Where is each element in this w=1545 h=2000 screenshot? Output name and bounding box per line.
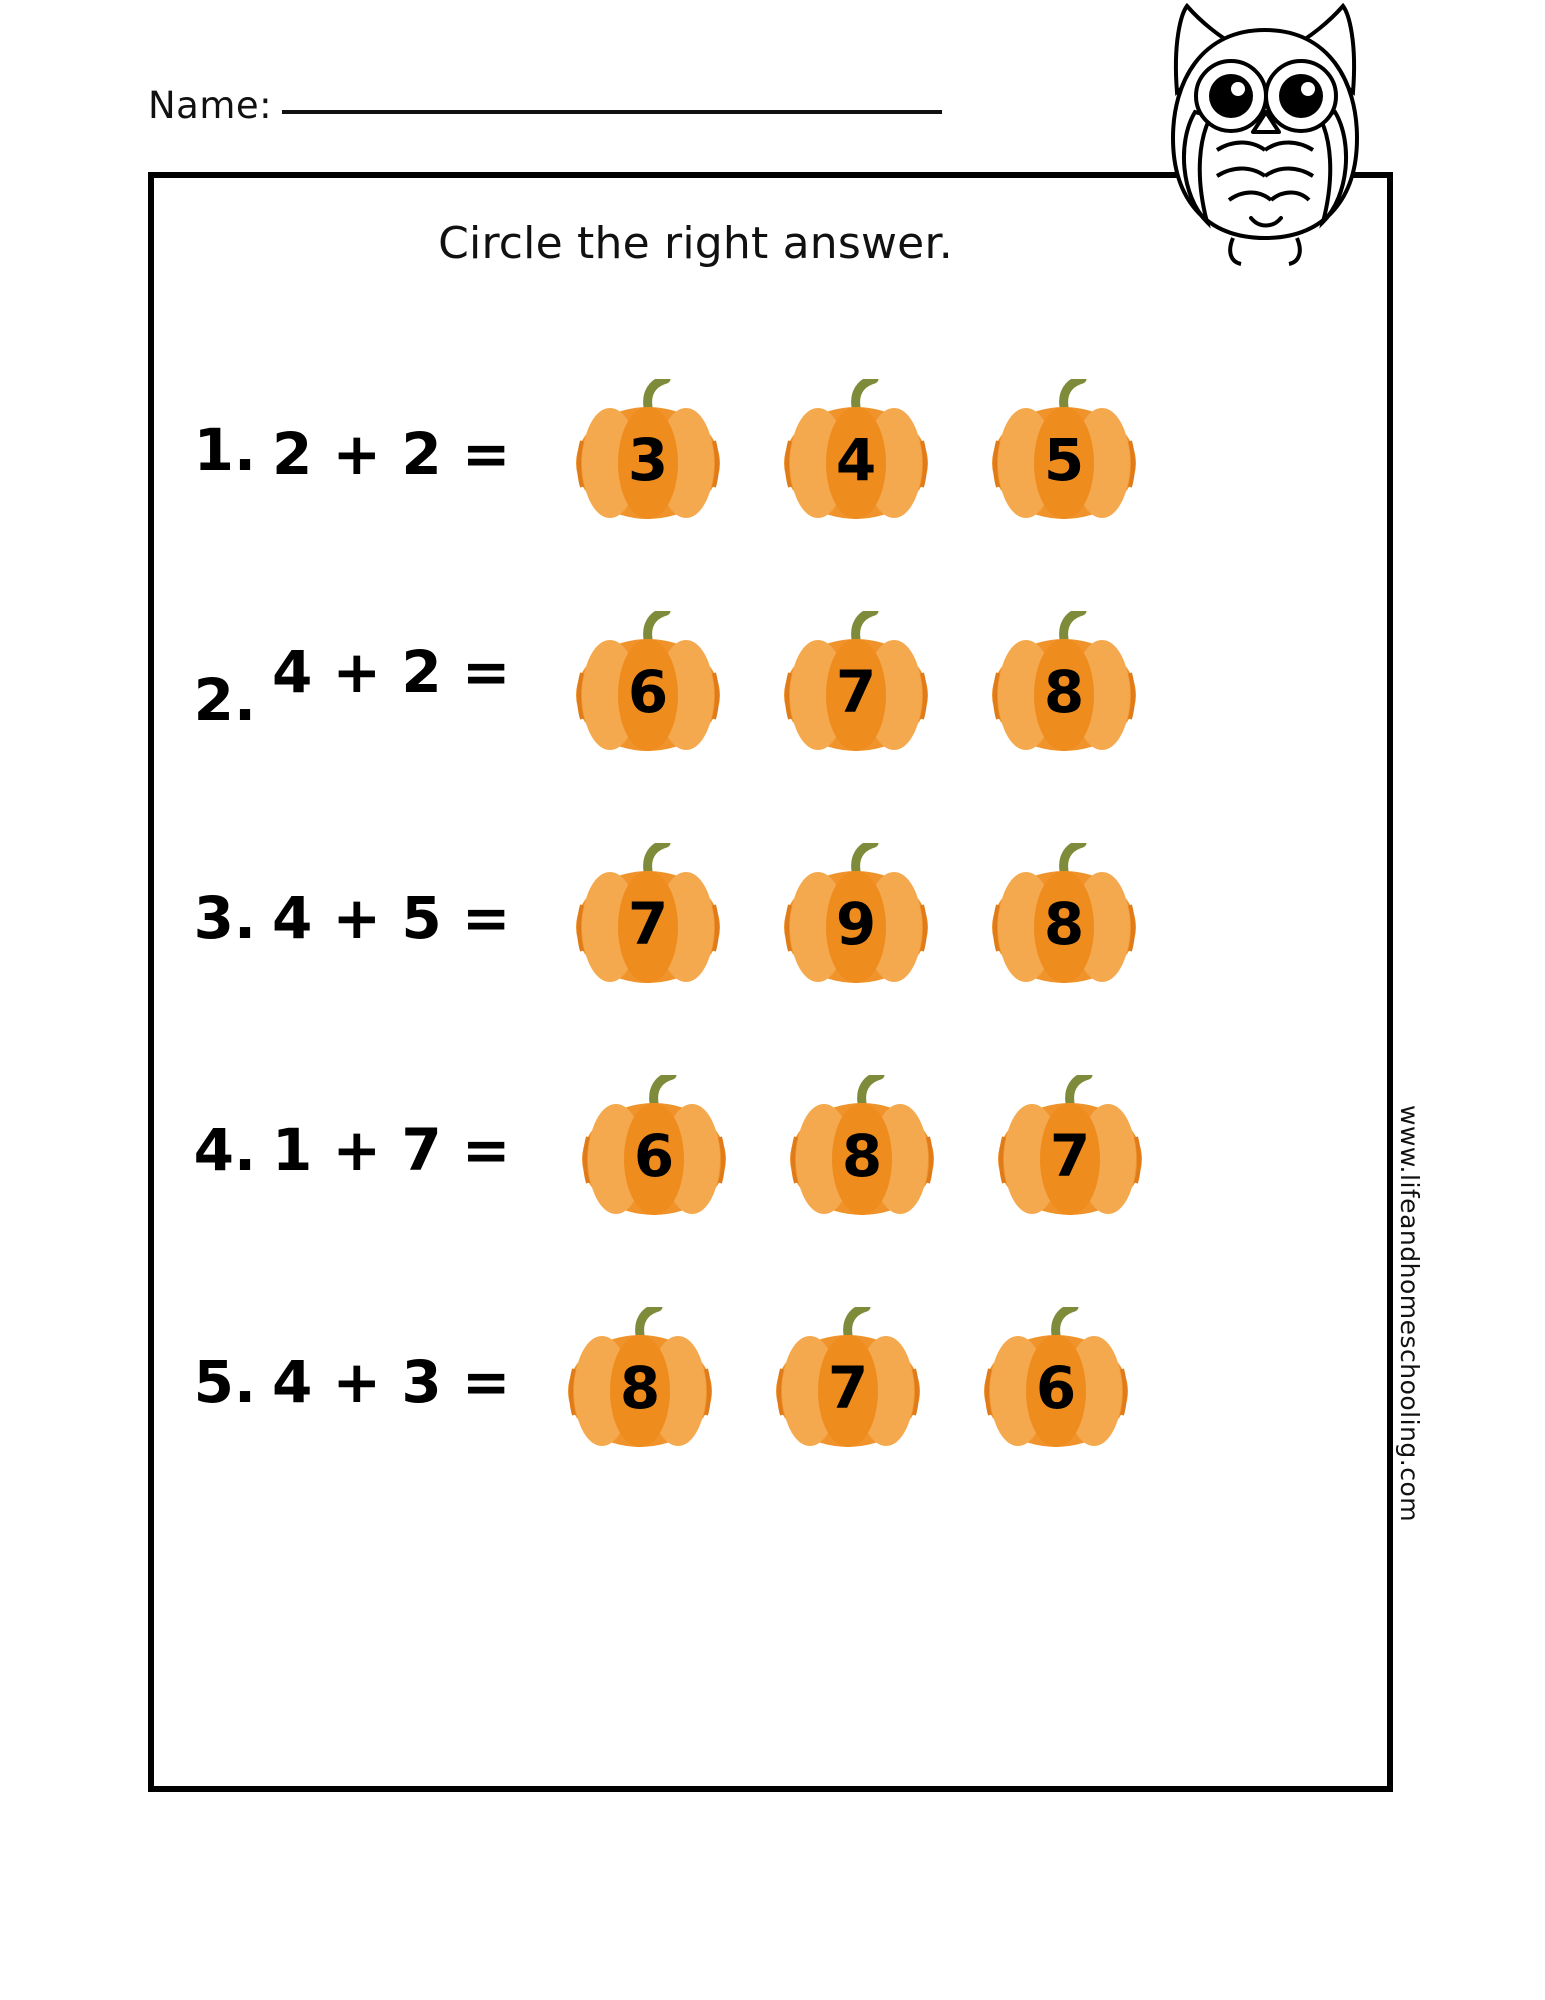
answer-value: 3 [627, 426, 669, 494]
problem-expression: 4 + 5 = [272, 884, 511, 952]
answer-choice[interactable] [562, 611, 734, 761]
answer-choices [552, 843, 1387, 993]
problem-row [154, 1034, 1387, 1266]
owl-icon [1155, 0, 1375, 275]
answer-value: 8 [841, 1122, 883, 1190]
answer-choice[interactable] [562, 379, 734, 529]
answer-choice[interactable] [770, 843, 942, 993]
name-write-line[interactable] [282, 110, 942, 114]
answer-choice[interactable] [978, 379, 1150, 529]
problem-number: 1. [193, 416, 256, 484]
answer-choices [544, 1307, 1379, 1457]
answer-choices [552, 379, 1387, 529]
problem-row [154, 802, 1387, 1034]
problem-expression: 1 + 7 = [272, 1116, 511, 1184]
name-label: Name: [148, 84, 273, 127]
answer-value: 4 [835, 426, 877, 494]
answer-choice[interactable] [978, 843, 1150, 993]
answer-choice[interactable] [776, 1075, 948, 1225]
problem-row [154, 1266, 1387, 1498]
answer-value: 8 [1043, 890, 1085, 958]
answer-value: 6 [627, 658, 669, 726]
answer-value: 8 [619, 1354, 661, 1422]
answer-value: 7 [835, 658, 877, 726]
answer-choice[interactable] [568, 1075, 740, 1225]
answer-value: 5 [1043, 426, 1085, 494]
problem-row [154, 338, 1387, 570]
answer-choice[interactable] [984, 1075, 1156, 1225]
problem-expression: 2 + 2 = [272, 420, 511, 488]
problem-number: 2. [193, 666, 256, 734]
problem-expression: 4 + 3 = [272, 1348, 511, 1416]
problem-list [154, 338, 1387, 1498]
answer-choice[interactable] [770, 379, 942, 529]
problem-row [154, 570, 1387, 802]
answer-value: 7 [1049, 1122, 1091, 1190]
answer-choice[interactable] [770, 611, 942, 761]
answer-choices [552, 611, 1387, 761]
name-field-row [148, 84, 942, 127]
answer-value: 9 [835, 890, 877, 958]
answer-choice[interactable] [562, 843, 734, 993]
problem-number: 4. [193, 1116, 256, 1184]
answer-value: 7 [827, 1354, 869, 1422]
answer-value: 7 [627, 890, 669, 958]
site-url-watermark: www.lifeandhomeschooling.com [1395, 1105, 1424, 1523]
problem-number: 3. [193, 884, 256, 952]
answer-choice[interactable] [762, 1307, 934, 1457]
answer-choice[interactable] [554, 1307, 726, 1457]
instruction-text: Circle the right answer. [438, 218, 953, 269]
answer-value: 8 [1043, 658, 1085, 726]
worksheet-sheet [148, 172, 1393, 1792]
answer-choices [558, 1075, 1393, 1225]
answer-choice[interactable] [978, 611, 1150, 761]
answer-value: 6 [1035, 1354, 1077, 1422]
answer-choice[interactable] [970, 1307, 1142, 1457]
answer-value: 6 [633, 1122, 675, 1190]
problem-expression: 4 + 2 = [272, 638, 511, 706]
problem-number: 5. [193, 1348, 256, 1416]
